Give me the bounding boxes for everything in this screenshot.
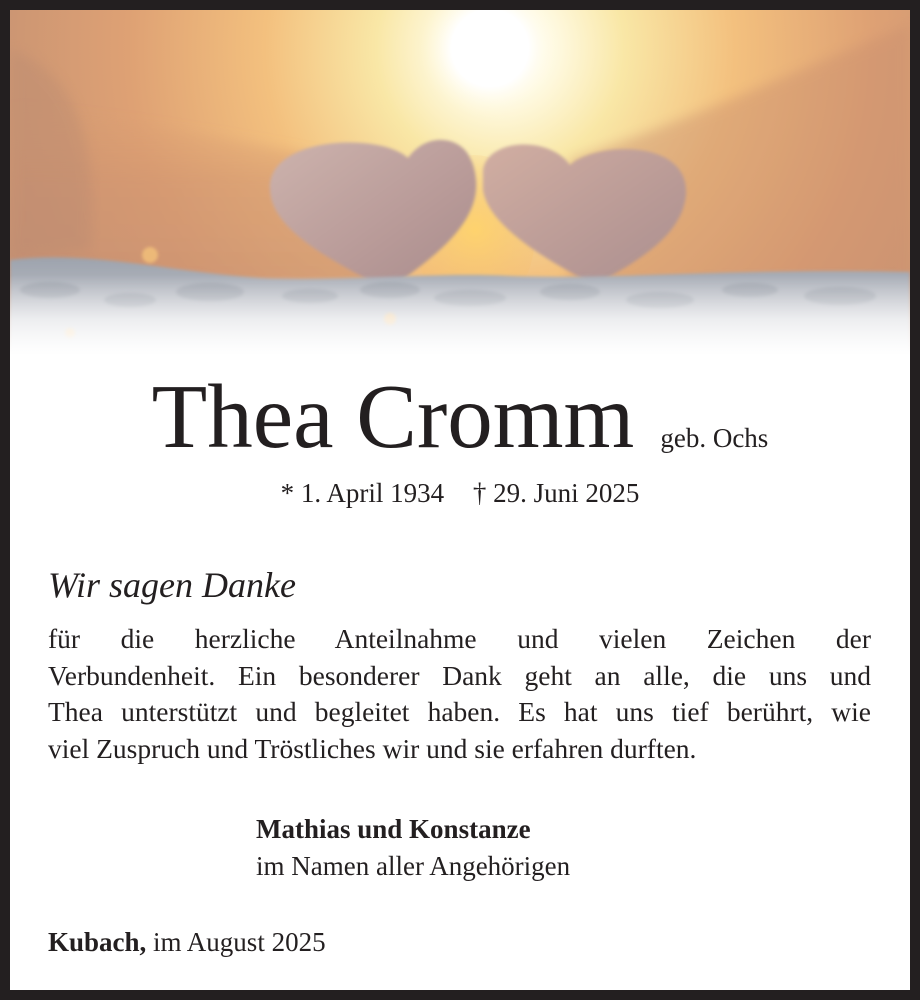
hearts-sunset-photo bbox=[10, 10, 910, 355]
place-date bbox=[48, 924, 326, 961]
deceased-name-row bbox=[10, 367, 910, 467]
thanks-message bbox=[48, 621, 871, 767]
deceased-name: Thea Cromm bbox=[151, 366, 635, 467]
signatory-names: Mathias und Konstanze bbox=[256, 814, 531, 844]
date: im August 2025 bbox=[153, 927, 326, 957]
life-dates bbox=[10, 476, 910, 510]
born-symbol: * bbox=[280, 478, 295, 508]
message-line: Thea unterstützt und begleitet haben. Es hat uns tief berührt, wie bbox=[48, 696, 871, 727]
cross-icon: † bbox=[472, 478, 487, 508]
signatory-subtitle: im Namen aller Angehörigen bbox=[256, 851, 571, 881]
town: Kubach, bbox=[48, 927, 147, 957]
message-line: Verbundenheit. Ein besonderer Dank geht an alle, die uns und bbox=[48, 659, 871, 691]
born-date: 1. April 1934 bbox=[300, 478, 445, 508]
message-line: für die herzliche Anteilnahme und vielen Zeichen der bbox=[48, 623, 871, 654]
died-date: 29. Juni 2025 bbox=[493, 478, 640, 508]
message-line: viel Zuspruch und Tröstliches wir und sie erfahren durften. bbox=[48, 732, 697, 764]
maiden-name: geb. Ochs bbox=[660, 423, 769, 453]
thanks-heading: Wir sagen Danke bbox=[48, 565, 296, 605]
signature-block bbox=[256, 811, 570, 885]
